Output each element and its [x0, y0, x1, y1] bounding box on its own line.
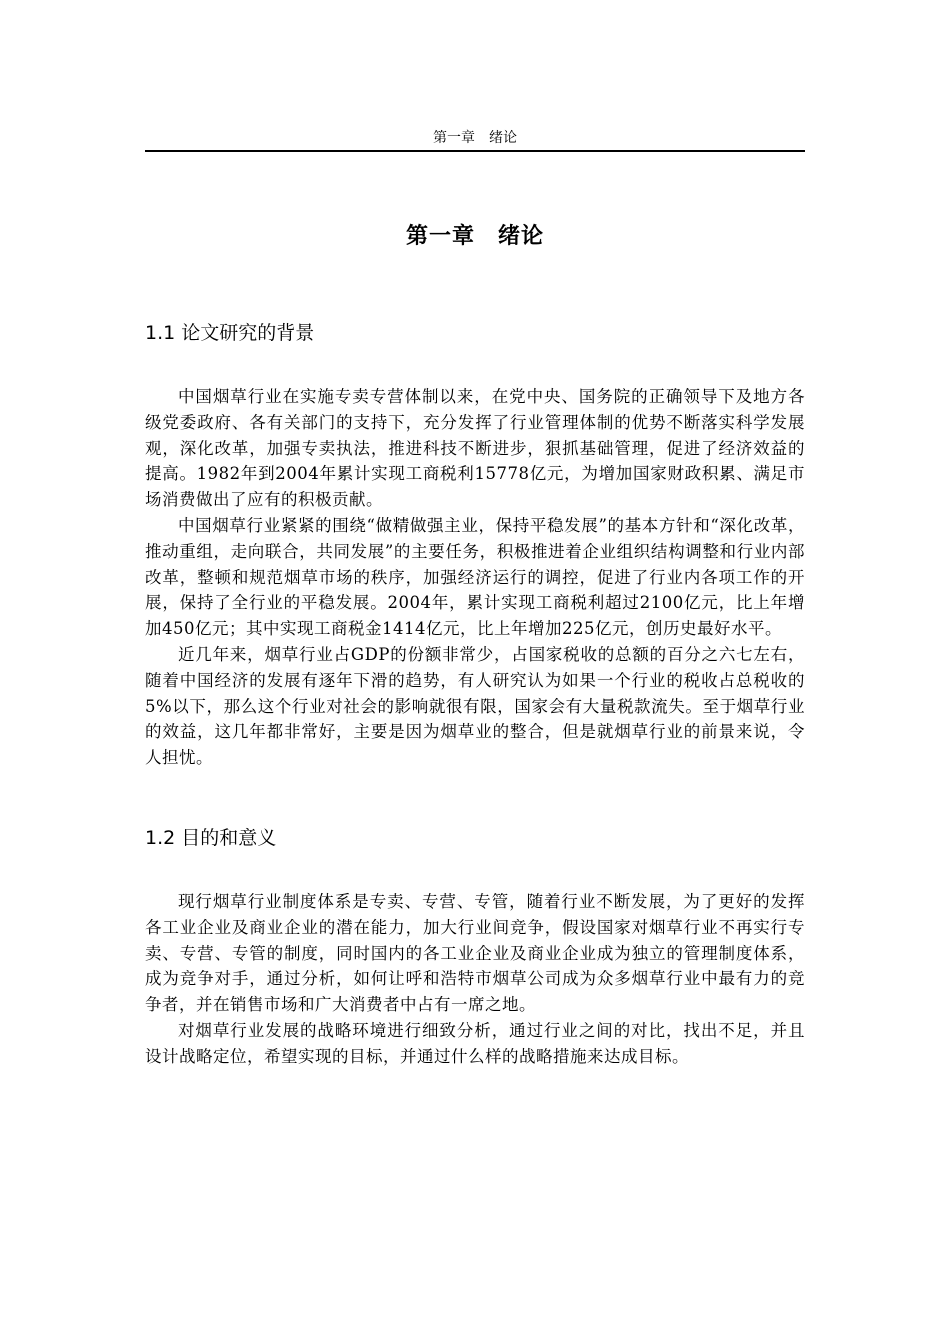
running-header: 第一章 绪论 [145, 128, 805, 152]
section-heading-background: 1.1 论文研究的背景 [145, 322, 315, 344]
paragraph: 中国烟草行业紧紧的围绕“做精做强主业，保持平稳发展”的基本方针和“深化改革，推动重组，走向联合，共同发展”的主要任务，积极推进着企业组织结构调整和行业内部改革，整顿和规范烟草市场的秩序，加强经济运行的调控，促进了行业内各项工作的开展，保持了全行业的平稳发展。2004年，累计实现工商税利超过2100亿元，比上年增加450亿元；其中实现工商税金1414亿元，比上年增加225亿元，创历史最好水平。 [145, 515, 805, 639]
paragraph: 现行烟草行业制度体系是专卖、专营、专管，随着行业不断发展，为了更好的发挥各工业企业及商业企业的潜在能力，加大行业间竞争，假设国家对烟草行业不再实行专卖、专营、专管的制度，同时国内的各工业企业及商业企业成为独立的管理制度体系，成为竞争对手，通过分析，如何让呼和浩特市烟草公司成为众多烟草行业中最有力的竞争者，并在销售市场和广大消费者中占有一席之地。 [145, 892, 805, 1015]
paragraph: 中国烟草行业在实施专卖专营体制以来，在党中央、国务院的正确领导下及地方各级党委政府、各有关部门的支持下，充分发挥了行业管理体制的优势不断落实科学发展观，深化改革，加强专卖执法，推进科技不断进步，狠抓基础管理，促进了经济效益的提高。1982年到2004年累计实现工商税利15778亿元，为增加国家财政积累、满足市场消费做出了应有的积极贡献。 [145, 387, 805, 510]
paragraph: 对烟草行业发展的战略环境进行细致分析，通过行业之间的对比，找出不足，并且设计战略定位，希望实现的目标，并通过什么样的战略措施来达成目标。 [145, 1020, 805, 1066]
section-body-purpose [145, 889, 805, 1070]
section-heading-purpose: 1.2 目的和意义 [145, 827, 277, 849]
paragraph: 近几年来，烟草行业占GDP的份额非常少，占国家税收的总额的百分之六七左右，随着中国经济的发展有逐年下滑的趋势，有人研究认为如果一个行业的税收占总税收的5%以下，那么这个行业对社会的影响就很有限，国家会有大量税款流失。至于烟草行业的效益，这几年都非常好，主要是因为烟草业的整合，但是就烟草行业的前景来说，令人担忧。 [145, 644, 805, 768]
section-body-background [145, 384, 805, 771]
chapter-title: 第一章 绪论 [405, 224, 544, 249]
